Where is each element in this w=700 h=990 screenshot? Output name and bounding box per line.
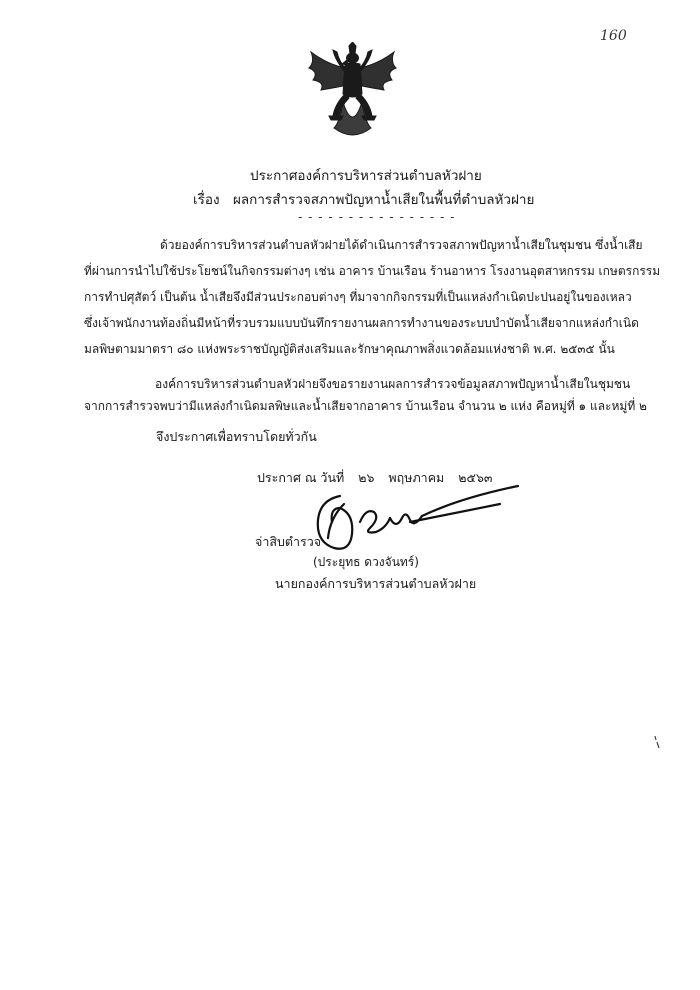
document-title: ประกาศองค์การบริหารส่วนตำบลหัวฝาย: [250, 168, 482, 184]
date-day: ๒๖: [358, 470, 375, 485]
date-year: ๒๕๖๓: [458, 470, 493, 485]
date-prefix: ประกาศ ณ วันที่: [257, 470, 345, 485]
rank-label: จ่าสิบตำรวจ: [255, 534, 322, 549]
paragraph1-line: ที่ผ่านการนำไปใช้ประโยชน์ในกิจกรรมต่างๆ เช่น อาคาร บ้านเรือน ร้านอาหาร โรงงานอุตสาหกรรม เกษตรกรรม: [84, 264, 661, 278]
subject-label: เรื่อง: [193, 192, 220, 208]
scan-mark-icon: [652, 735, 662, 749]
handwritten-signature: [300, 478, 540, 558]
paragraph2-line: จากการสำรวจพบว่ามีแหล่งกำเนิดมลพิษและน้ำเสียจากอาคาร บ้านเรือน จำนวน ๒ แห่ง คือหมู่ที่ ๑ และหมู่ที่ ๒: [84, 399, 647, 413]
signer-title: นายกองค์การบริหารส่วนตำบลหัวฝาย: [275, 576, 477, 591]
paragraph1-line: การทำปศุสัตว์ เป็นต้น น้ำเสียจึงมีส่วนประกอบต่างๆ ที่มาจากกิจกรรมที่เป็นแหล่งกำเนิดปะปนอยู่ในของเหลว: [84, 290, 632, 304]
paragraph1-line: ซึ่งเจ้าพนักงานท้องถิ่นมีหน้าที่รวบรวมแบบบันทึกรายงานผลการทำงานของระบบบำบัดน้ำเสียจากแหล่งกำเนิด: [84, 316, 639, 330]
garuda-emblem-icon: [305, 42, 400, 142]
date-month: พฤษภาคม: [388, 470, 445, 485]
paragraph2-line: องค์การบริหารส่วนตำบลหัวฝายจึงขอรายงานผลการสำรวจข้อมูลสภาพปัญหาน้ำเสียในชุมชน: [155, 377, 631, 391]
paragraph1-line: ด้วยองค์การบริหารส่วนตำบลหัวฝายได้ดำเนินการสำรวจสภาพปัญหาน้ำเสียในชุมชน ซึ่งน้ำเสีย: [160, 238, 643, 252]
subject-text: ผลการสำรวจสภาพปัญหาน้ำเสียในพื้นที่ตำบลหัวฝาย: [233, 192, 535, 208]
page-number: 160: [600, 28, 627, 44]
signer-name: (ประยุทธ ดวงจันทร์): [313, 555, 419, 569]
paragraph1-line: มลพิษตามมาตรา ๘๐ แห่งพระราชบัญญัติส่งเสริมและรักษาคุณภาพสิ่งแวดล้อมแห่งชาติ พ.ศ. ๒๕๓๕ นั้น: [84, 342, 615, 356]
closing-statement: จึงประกาศเพื่อทราบโดยทั่วกัน: [156, 429, 317, 444]
divider: - - - - - - - - - - - - - - - -: [298, 210, 456, 224]
